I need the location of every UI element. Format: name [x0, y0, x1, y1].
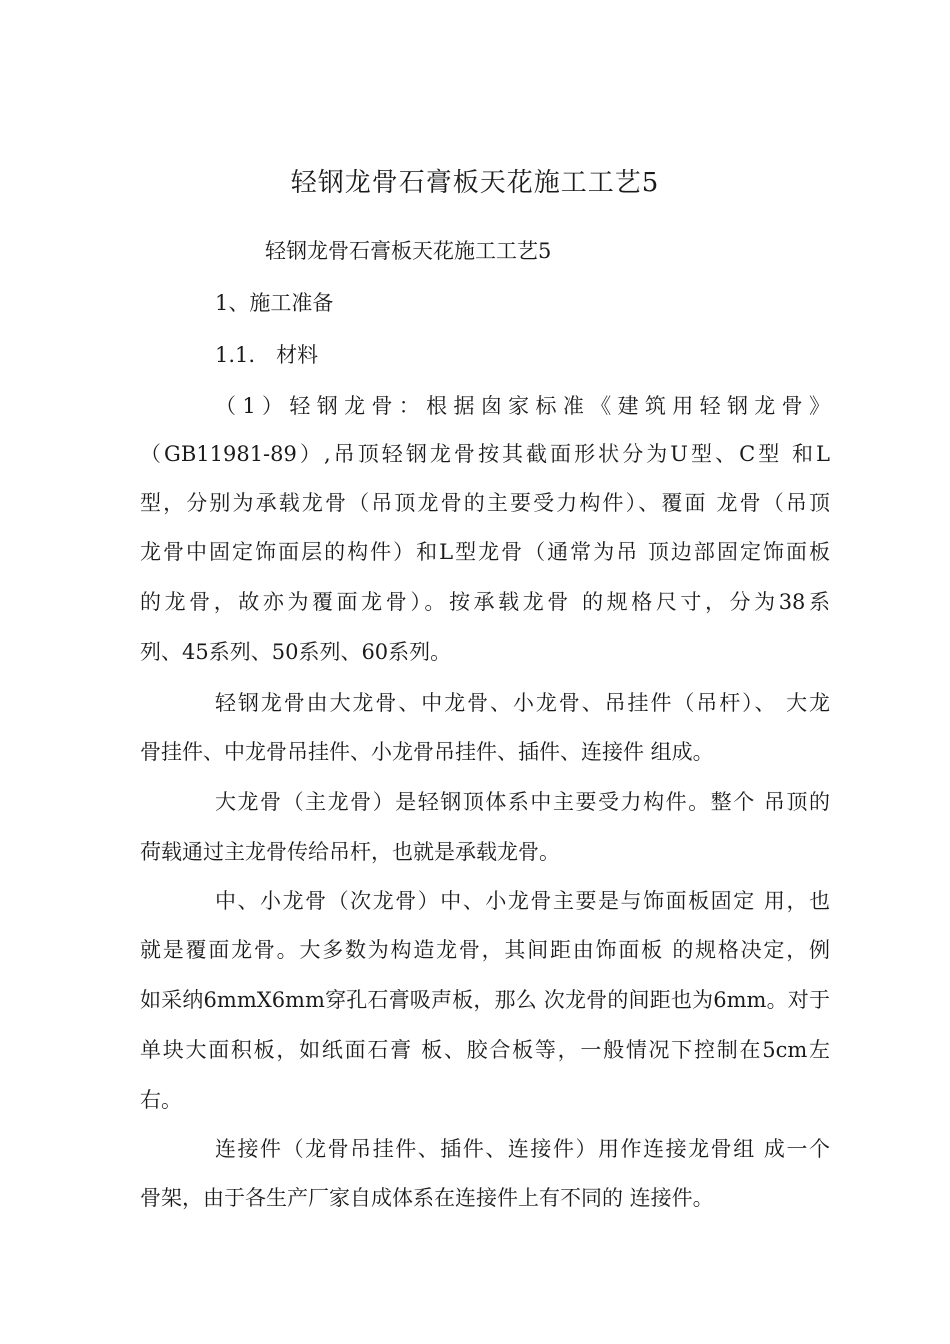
paragraph-line: 右。 [140, 1088, 182, 1112]
paragraph-line: 连接件（龙骨吊挂件、插件、连接件）用作连接龙骨组 成一个 [215, 1137, 830, 1161]
paragraph-line: 列、45系列、50系列、60系列。 [140, 640, 452, 664]
document-subtitle: 轻钢龙骨石膏板天花施工工艺5 [265, 239, 552, 263]
paragraph-line: 的龙骨，故亦为覆面龙骨）。按承载龙骨 的规格尺寸，分为38系 [140, 590, 830, 614]
paragraph-line: 如采纳6mmX6mm穿孔石膏吸声板，那么 次龙骨的间距也为6mm。对于 [140, 988, 830, 1012]
paragraph-line: 龙骨中固定饰面层的构件）和L型龙骨（通常为吊 顶边部固定饰面板 [140, 540, 830, 564]
paragraph-line: 中、小龙骨（次龙骨）中、小龙骨主要是与饰面板固定 用，也 [215, 889, 830, 913]
paragraph-line: 荷载通过主龙骨传给吊杆，也就是承载龙骨。 [140, 840, 560, 864]
paragraph-line: 就是覆面龙骨。大多数为构造龙骨，其间距由饰面板 的规格决定，例 [140, 938, 830, 962]
section-heading-1-1: 1.1. 材料 [215, 343, 319, 367]
document-title: 轻钢龙骨石膏板天花施工工艺5 [290, 168, 660, 198]
paragraph-line: 大龙骨（主龙骨）是轻钢顶体系中主要受力构件。整个 吊顶的 [215, 790, 830, 814]
paragraph-line: 型，分别为承载龙骨（吊顶龙骨的主要受力构件）、覆面 龙骨（吊顶 [140, 491, 830, 515]
paragraph-line: 骨架，由于各生产厂家自成体系在连接件上有不同的 连接件。 [140, 1186, 714, 1210]
paragraph-line: （1）轻钢龙骨：根据囱家标准《建筑用轻钢龙骨》 [215, 394, 830, 418]
paragraph-line: （GB11981-89）,吊顶轻钢龙骨按其截面形状分为U型、C型 和L [140, 442, 830, 466]
paragraph-line: 轻钢龙骨由大龙骨、中龙骨、小龙骨、吊挂件（吊杆）、 大龙 [215, 691, 830, 715]
paragraph-line: 单块大面积板，如纸面石膏 板、胶合板等，一般情况下控制在5cm左 [140, 1038, 830, 1062]
section-heading-1: 1、施工准备 [215, 291, 334, 315]
paragraph-line: 骨挂件、中龙骨吊挂件、小龙骨吊挂件、插件、连接件 组成。 [140, 740, 714, 764]
